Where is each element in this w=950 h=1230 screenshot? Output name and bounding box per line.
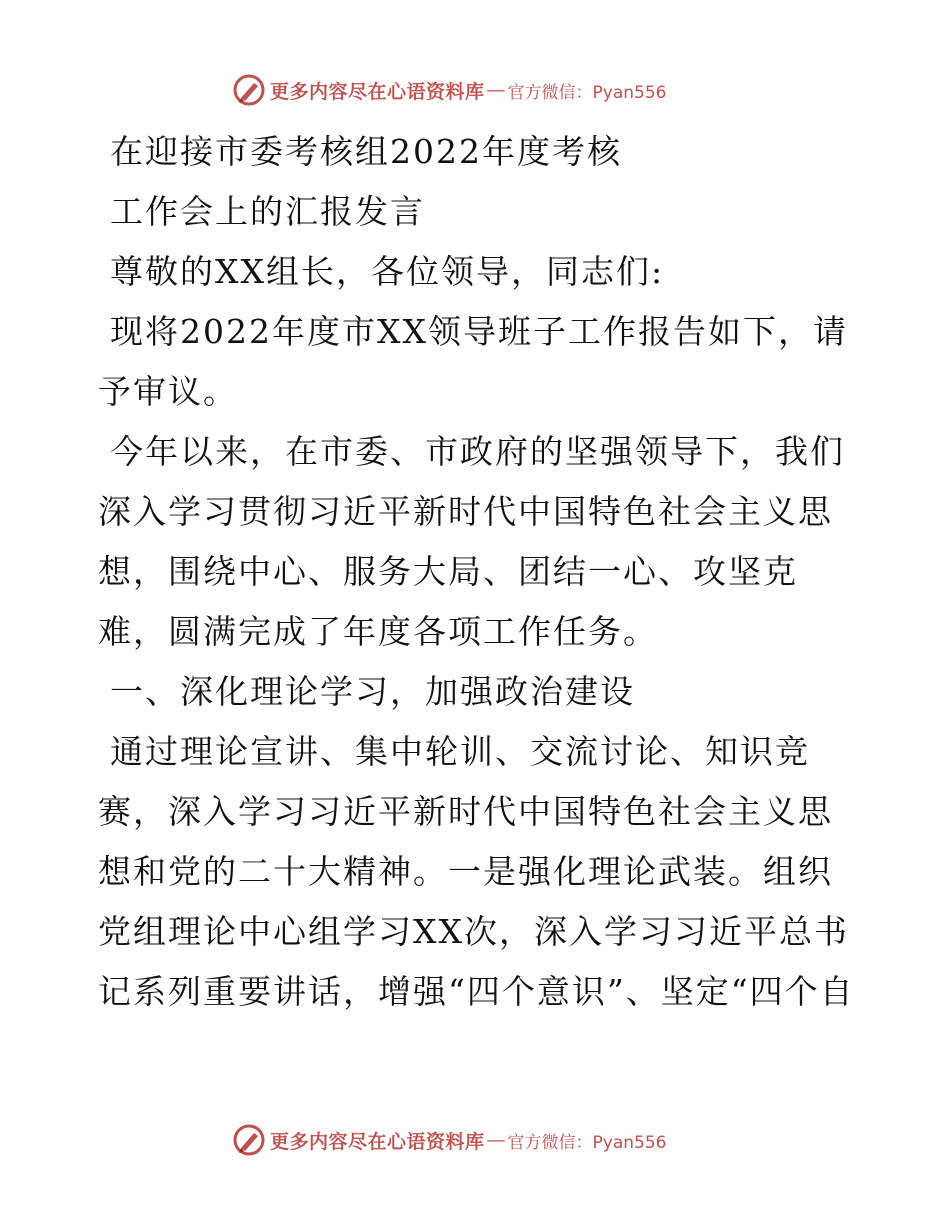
salutation: 尊敬的XX组长，各位领导，同志们: <box>110 252 665 291</box>
section-heading-1: 一、深化理论学习，加强政治建设 <box>110 672 635 711</box>
section-1-paragraph: 通过理论宣讲、集中轮训、交流讨论、知识竞赛，深入学习习近平新时代中国特色社会主义思想和党的二十大精神。一是强化理论武装。组织党组理论中心组学习XX次，深入学习习近平总书记系列重要讲话，增强“四个意识”、坚定“四个自 <box>98 732 855 1011</box>
banner-wechat-text: 官方微信：Pyan556 <box>507 1132 667 1153</box>
summary-paragraph: 今年以来，在市委、市政府的坚强领导下，我们深入学习贯彻习近平新时代中国特色社会主义思想，围绕中心、服务大局、团结一心、攻坚克难，圆满完成了年度各项工作任务。 <box>98 432 845 651</box>
banner-main-text: 更多内容尽在心语资料库 <box>270 1130 485 1153</box>
footer-watermark-banner <box>232 1122 666 1158</box>
banner-wechat-text: 官方微信：Pyan556 <box>507 82 667 103</box>
document-body <box>98 122 858 1022</box>
banner-dash: — <box>486 79 506 101</box>
header-watermark-banner <box>232 72 666 108</box>
intro-paragraph: 现将2022年度市XX领导班子工作报告如下，请予审议。 <box>98 312 848 411</box>
document-title-line-1: 在迎接市委考核组2022年度考核 <box>110 132 622 171</box>
pen-logo-icon <box>232 1123 266 1157</box>
banner-main-text: 更多内容尽在心语资料库 <box>270 80 485 103</box>
document-title-line-2: 工作会上的汇报发言 <box>110 192 425 231</box>
pen-logo-icon <box>232 73 266 107</box>
banner-dash: — <box>486 1129 506 1151</box>
